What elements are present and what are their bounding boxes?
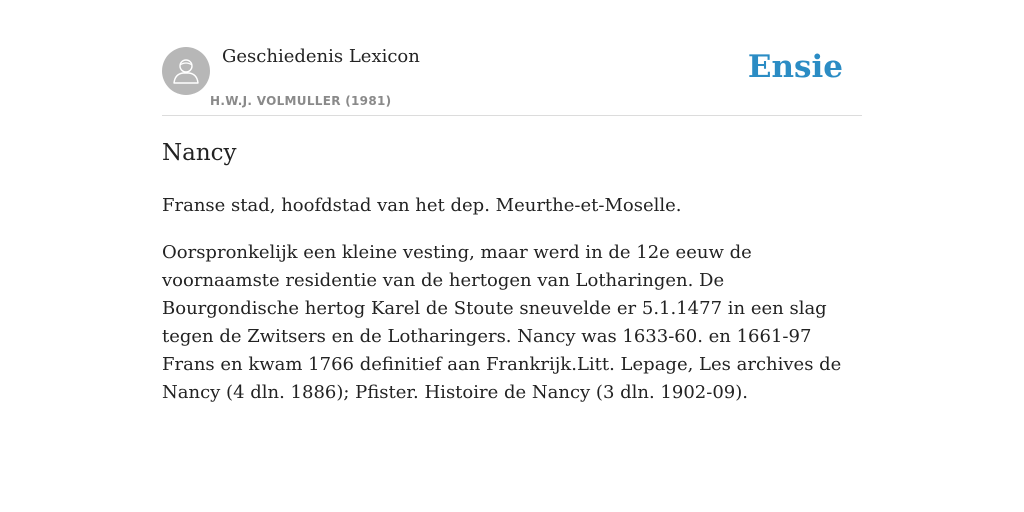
- author-byline[interactable]: H.W.J. VOLMULLER (1981): [210, 94, 392, 108]
- user-placeholder-icon: [171, 56, 201, 86]
- brand-logo[interactable]: Ensie: [747, 49, 843, 85]
- entry-page: [162, 0, 862, 403]
- entry-paragraph: Oorspronkelijk een kleine vesting, maar werd in de 12e eeuw de voornaamste residentie van de hertogen van Lotharingen. De Bourgondische hertog Karel de Stoute sneuvelde er 5.1.1477 in een slag tegen de Zwitsers en de Lotharingers. Nancy was 1633-60. en 1661-97 Frans en kwam 1766 definitief aan Frankrijk.Litt. Lepage, Les archives de Nancy (4 dln. 1886); Pfister. Histoire de Nancy (3 dln. 1902-09).: [162, 242, 842, 403]
- entry-header: [162, 0, 862, 116]
- lexicon-title[interactable]: Geschiedenis Lexicon: [222, 46, 420, 67]
- entry-paragraph: Franse stad, hoofdstad van het dep. Meurthe-et-Moselle.: [162, 195, 682, 216]
- entry-title: Nancy: [162, 140, 237, 166]
- avatar[interactable]: [162, 47, 210, 95]
